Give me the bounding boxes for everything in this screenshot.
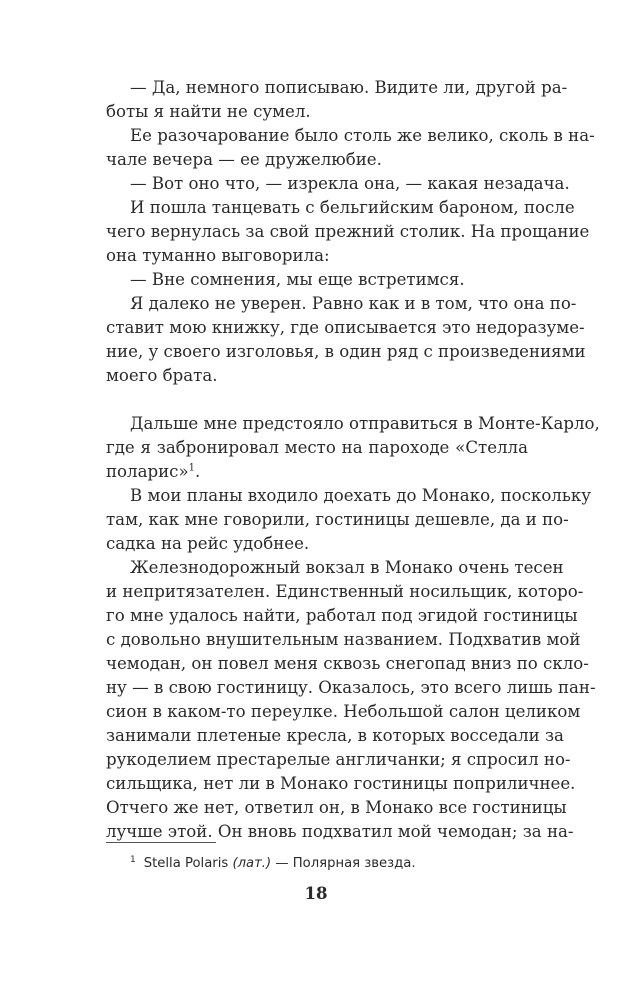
text-line: и непритязателен. Единственный носильщик, которо- [106, 582, 584, 601]
text-line: моего брата. [106, 366, 218, 385]
text-line: Дальше мне предстояло отправиться в Монте-Карло, [130, 414, 600, 433]
text-line: го мне удалось найти, работал под эгидой гостиницы [106, 606, 578, 625]
text-line: сильщика, нет ли в Монако гостиницы поприличнее. [106, 774, 576, 793]
footnote-text: — Полярная звезда. [275, 856, 416, 871]
text-line: Отчего же нет, ответил он, в Монако все гостиницы [106, 798, 567, 817]
text-line: сион в каком-то переулке. Небольшой салон целиком [106, 702, 581, 721]
text-line: с довольно внушительным названием. Подхватив мой [106, 630, 581, 649]
text-line: она туманно выговорила: [106, 246, 330, 265]
text-line: чале вечера — ее дружелюбие. [106, 150, 382, 169]
text-line: ние, у своего изголовья, в один ряд с произведениями [106, 342, 586, 361]
footnote-term: Stella Polaris [143, 856, 229, 871]
text-line: Я далеко не уверен. Равно как и в том, что она по- [130, 294, 577, 313]
text-line: ставит мою книжку, где описывается это недоразуме- [106, 318, 585, 337]
text-line: В мои планы входило доехать до Монако, поскольку [130, 486, 592, 505]
text-line: боты я найти не сумел. [106, 102, 311, 121]
text-line: ну — в свою гостиницу. Оказалось, это всего лишь пан- [106, 678, 596, 697]
text-line: чемодан, он повел меня сквозь снегопад вниз по скло- [106, 654, 589, 673]
text-line [106, 460, 528, 484]
text-line: Ее разочарование было столь же велико, сколь в на- [130, 126, 595, 145]
footnote-divider [106, 842, 216, 843]
footnote-number: 1 [130, 854, 136, 865]
text-line: — Да, немного пописываю. Видите ли, другой ра- [130, 78, 568, 97]
text-line-content: поларис» [106, 462, 189, 481]
footnote-reference[interactable]: 1 [188, 462, 195, 474]
text-line: там, как мне говорили, гостиницы дешевле, да и по- [106, 510, 569, 529]
text-line: садка на рейс удобнее. [106, 534, 310, 553]
footnote [130, 855, 416, 873]
text-line-tail: . [195, 462, 201, 481]
text-line: И пошла танцевать с бельгийским бароном, после [130, 198, 575, 217]
text-line: лучше этой. Он вновь подхватил мой чемодан; за на- [106, 822, 574, 841]
text-line: — Вне сомнения, мы еще встретимся. [130, 270, 465, 289]
text-line: занимали плетеные кресла, в которых восседали за [106, 726, 564, 745]
text-line: Железнодорожный вокзал в Монако очень тесен [130, 558, 564, 577]
page-number: 18 [304, 883, 328, 903]
text-line: рукоделием престарелые англичанки; я спросил но- [106, 750, 571, 769]
text-line: где я забронировал место на пароходе «Стелла [106, 438, 528, 457]
text-line: чего вернулась за свой прежний столик. На прощание [106, 222, 590, 241]
footnote-lang: (лат.) [232, 856, 272, 871]
text-line: — Вот оно что, — изрекла она, — какая незадача. [130, 174, 570, 193]
